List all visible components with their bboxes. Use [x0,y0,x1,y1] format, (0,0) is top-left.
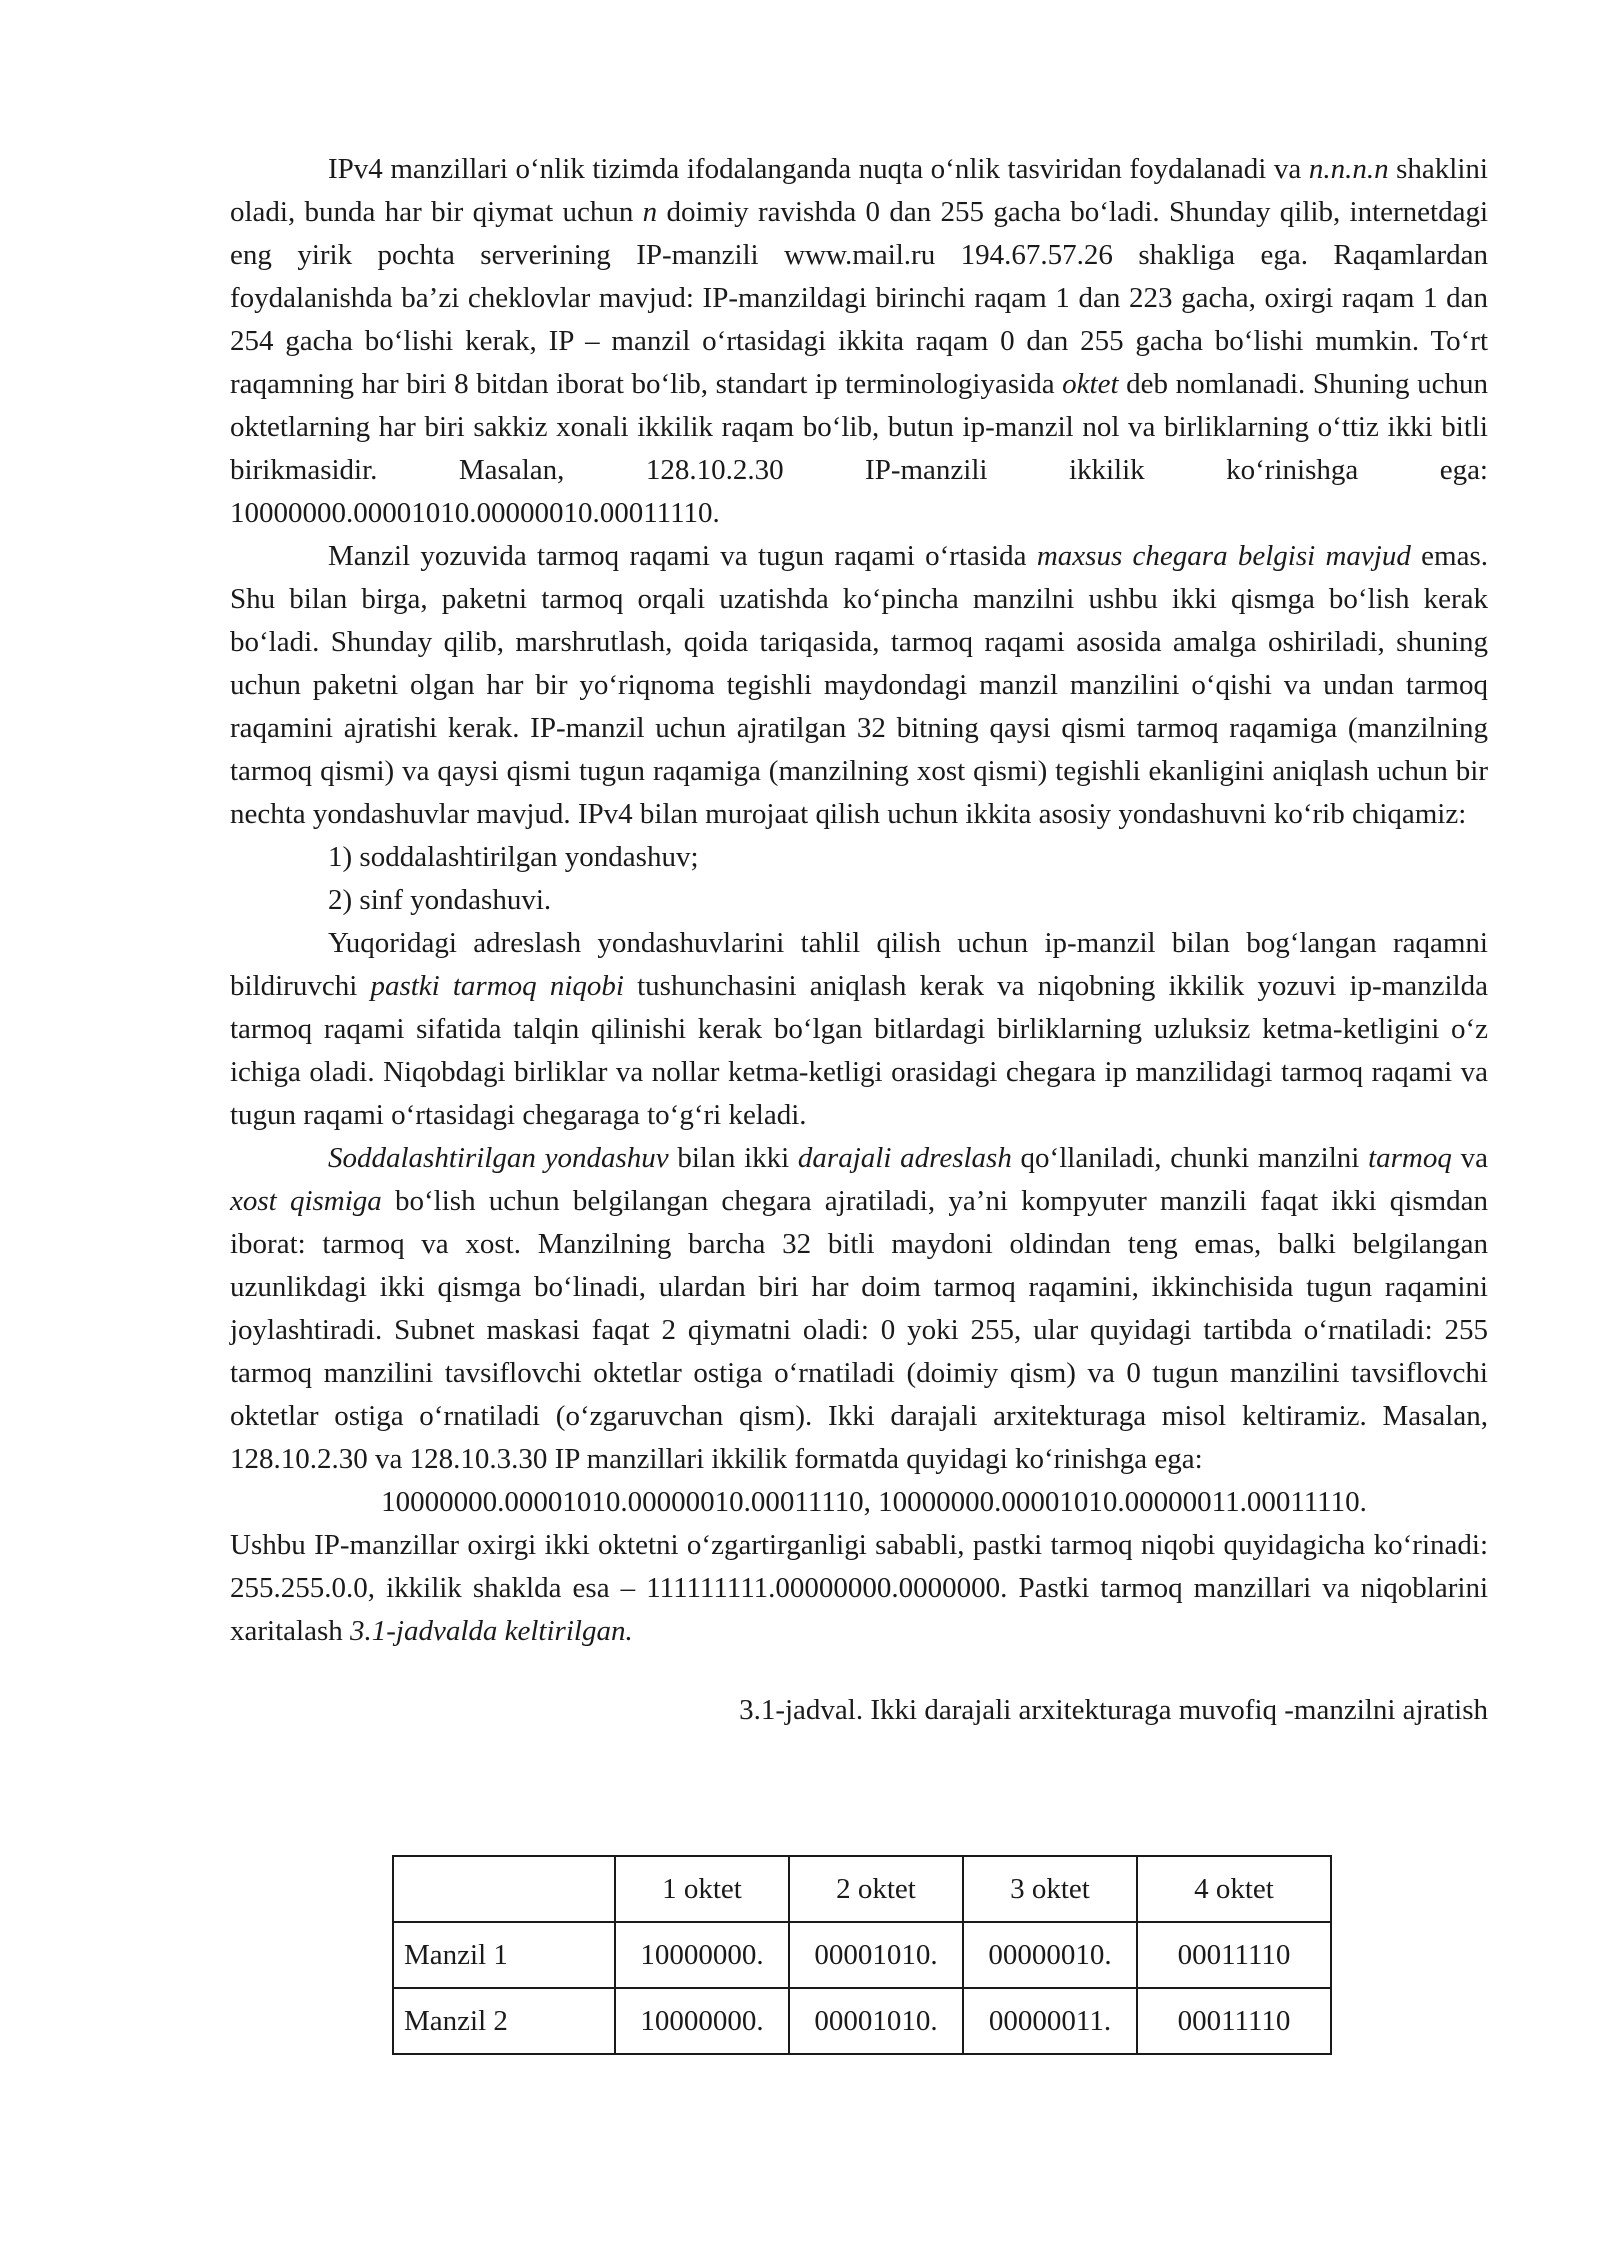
text-run: va [1451,1142,1488,1174]
table-cell: Manzil 2 [393,1988,615,2054]
paragraph-mask-result [230,1524,1488,1653]
emphasis-text: maxsus chegara belgisi mavjud [1036,540,1411,572]
octet-table [392,1855,1332,2055]
paragraph-subnet-mask [230,922,1488,1137]
table-cell: 00001010. [789,1922,963,1988]
list-item: 2) sinf yondashuvi. [328,884,552,916]
table-header-cell: 1 oktet [615,1856,789,1922]
emphasis-text: n [642,196,658,228]
table-cell: 10000000. [615,1922,789,1988]
text-run: IPv4 manzillari oʻnlik tizimda ifodalanganda nuqta oʻnlik tasviridan foydalanadi va [328,153,1309,185]
table-cell: 00001010. [789,1988,963,2054]
emphasis-text: oktet [1062,368,1119,400]
table-cell: 00011110 [1137,1988,1331,2054]
table-header-cell: 4 oktet [1137,1856,1331,1922]
text-run: shaklini oladi, bunda har bir qiymat uchun [230,153,1488,228]
text-run: emas. Shu bilan birga, paketni tarmoq orqali uzatishda koʻpincha manzilni ushbu ikki qismga boʻlish kerak boʻladi. Shunday qilib, marshrutlash, qoida tariqasida, tarmoq raqami asosida amalga oshiriladi, shuning uchun paketni olgan har bir yoʻriqnoma tegishli maydondagi manzil manzilini oʻqishi va undan tarmoq raqamini ajratishi kerak. IP-manzil uchun ajratilgan 32 bitning qaysi qismi tarmoq raqamiga (manzilning tarmoq qismi) va qaysi qismi tugun raqamiga (manzilning xost qismi) tegishli ekanligini aniqlash uchun bir nechta yondashuvlar mavjud. IPv4 bilan murojaat qilish uchun ikkita asosiy yondashuvni koʻrib chiqamiz: [230,540,1488,830]
paragraph-simplified-approach [230,1137,1488,1481]
text-run: boʻlish uchun belgilangan chegara ajratiladi, yaʼni kompyuter manzili faqat ikki qismdan iborat: tarmoq va xost. Manzilning barcha 32 bitli maydoni oldindan teng emas, balki belgilangan uzunlikdagi ikki qismga boʻlinadi, ulardan biri har doim tarmoq raqamini, ikkinchisida tugun raqamini joylashtiradi. Subnet maskasi faqat 2 qiymatni oladi: 0 yoki 255, ular quyidagi tartibda oʻrnatiladi: 255 tarmoq manzilini tavsiflovchi oktetlar ostiga oʻrnatiladi (doimiy qism) va 0 tugun manzilini tavsiflovchi oktetlar ostiga oʻrnatiladi (oʻzgaruvchan qism). Ikki darajali arxitekturaga misol keltiramiz. Masalan, 128.10.2.30 va 128.10.3.30 IP manzillari ikkilik formatda quyidagi koʻrinishga ega: [230,1185,1488,1475]
table-cell: 00000011. [963,1988,1137,2054]
paragraph-ipv4-notation [230,148,1488,535]
emphasis-text: Soddalashtirilgan yondashuv [328,1142,669,1174]
table-header-row [393,1856,1331,1922]
table-header-cell [393,1856,615,1922]
table-cell: 00000010. [963,1922,1137,1988]
emphasis-text: n.n.n.n [1308,153,1389,185]
emphasis-text: tarmoq [1368,1142,1452,1174]
binary-addresses-line: 10000000.00001010.00000010.00011110, 10000000.00001010.00000011.00011110. [381,1486,1367,1518]
table-header-cell: 2 oktet [789,1856,963,1922]
text-run: bilan ikki [668,1142,798,1174]
paragraph-network-host [230,535,1488,836]
text-run: Yuqoridagi adreslash yondashuvlarini tahlil qilish uchun ip-manzil bilan bogʻlangan raqamni bildiruvchi [230,927,1488,1002]
text-run: qoʻllaniladi, chunki manzilni [1011,1142,1369,1174]
text-run: deb nomlanadi. Shuning uchun oktetlarning har biri sakkiz xonali ikkilik raqam boʻlib, butun ip-manzil nol va birliklarning oʻttiz ikki bitli birikmasidir. Masalan, 128.10.2.30 IP-manzili ikkilik koʻrinishga ega: 10000000.00001010.00000010.00011110. [230,368,1488,529]
emphasis-text: xost qismiga [230,1185,382,1217]
emphasis-text: pastki tarmoq niqobi [370,970,624,1002]
text-run: tushunchasini aniqlash kerak va niqobning ikkilik yozuvi ip-manzilda tarmoq raqami sifatida talqin qilinishi kerak boʻlgan bitlardagi birliklarning uzluksiz ketma-ketligini oʻz ichiga oladi. Niqobdagi birliklar va nollar ketma-ketligi orasidagi chegara ip manzilidagi tarmoq raqami va tugun raqami oʻrtasidagi chegaraga toʻgʻri keladi. [230,970,1488,1131]
text-run: Ushbu IP-manzillar oxirgi ikki oktetni oʻzgartirganligi sababli, pastki tarmoq niqobi quyidagicha koʻrinadi: 255.255.0.0, ikkilik shaklda esa – 111111111.00000000.0000000. Pastki tarmoq manzillari va niqoblarini xaritalash [230,1529,1488,1647]
list-item: 1) soddalashtirilgan yondashuv; [328,841,699,873]
table-row [393,1922,1331,1988]
text-run: Manzil yozuvida tarmoq raqami va tugun raqami oʻrtasida [328,540,1037,572]
emphasis-text: darajali adreslash [797,1142,1012,1174]
text-run: doimiy ravishda 0 dan 255 gacha boʻladi. Shunday qilib, internetdagi eng yirik pochta serverining IP-manzili www.mail.ru 194.67.57.26 shakliga ega. Raqamlardan foydalanishda baʼzi cheklovlar mavjud: IP-manzildagi birinchi raqam 1 dan 223 gacha, oxirgi raqam 1 dan 254 gacha boʻlishi kerak, IP – manzil oʻrtasidagi ikkita raqam 0 dan 255 gacha boʻlishi mumkin. Toʻrt raqamning har biri 8 bitdan iborat boʻlib, standart ip terminologiyasida [230,196,1489,400]
table-row [393,1988,1331,2054]
table-caption: 3.1-jadval. Ikki darajali arxitekturaga muvofiq -manzilni ajratish [739,1694,1488,1726]
table-header-cell: 3 oktet [963,1856,1137,1922]
emphasis-text: 3.1-jadvalda keltirilgan. [349,1615,633,1647]
table-cell: 00011110 [1137,1922,1331,1988]
document-body [230,148,1488,1732]
table-cell: 10000000. [615,1988,789,2054]
table-cell: Manzil 1 [393,1922,615,1988]
